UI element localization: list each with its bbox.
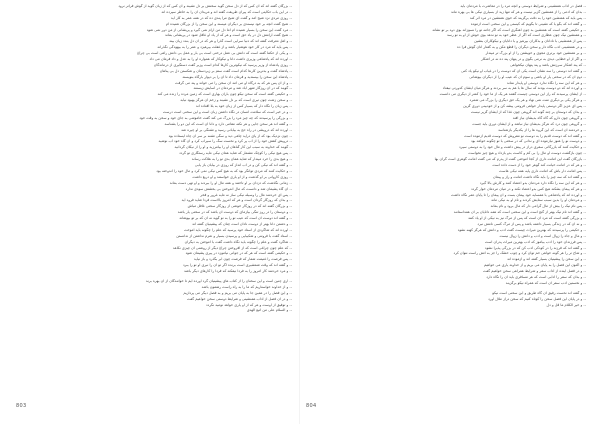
text-line: -- و هر که این سه را نگاه ندارد دوستی او پایدار نماند [506, 80, 586, 85]
text-line: -- و دوستان را در روز تنگی بیازمای که دوست آن باشد که در سختی یار باشد [177, 210, 292, 215]
text-line: -- شیخ گفت آنچه بر خود نپسندی بر دیگران مپسند و این سخن را از بزرگان شنیده ام [165, 21, 292, 26]
text-line: -- پس فرزندان خود را ادب بیاموز که ادب بهترین میراث پدران است [484, 239, 586, 244]
text-line: -- که پند آشکار سرزنش باشد و پند پنهان نیکخواهی [510, 62, 586, 67]
text-line: -- و گفته اند که دوست قدیم را به دوست نو مفروش که دوست قدیم آزموده است [464, 133, 586, 138]
text-line: -- پس از همنشینی با نادانان و بدکاران بپرهیز و با دانایان و نیکوکاران بنشین [474, 39, 586, 44]
text-line: -- و گروهی چون درد که هرگز بدیشان نیاز نباشد و از ایشان دوری باید جست [472, 121, 586, 126]
page-gutter [299, 0, 300, 424]
text-line: -- و حکایت کنند که مردی توانگر بود که به هیچ کس نیکی نمی کرد و مال خود را اندوخته بود [156, 168, 292, 173]
text-line: -- و خیر الکلام ما قل و دل [546, 302, 586, 307]
text-line: -- و هرگز یکی بر دیگری منت نمی نهاد و هر یک حق دیگری را بزرگ می شمرد [469, 98, 586, 103]
text-line: -- و هر که این سه را نگاه دارد مردمان بدو اعتماد کنند و کارش بالا گیرد [479, 180, 586, 185]
text-line: -- و اهل معرفت گفته اند که دنیا سرایی است گذرا و هر که در آن دل بندد زیان بیند [169, 39, 292, 44]
text-line: -- پس زبان را نگاه دار که بسیار کس از زبان خود به بلا افتاده اند [195, 104, 292, 109]
text-line: -- و بر همنشین خود برتری مجوی و خویشتن را از او بزرگ تر مپندار [485, 51, 586, 56]
text-line: -- و حکیمی گفته است که همنشین بد چون آهنگری است که اگر جامه تو را نسوزاند بوی دود بر تو نشاند [432, 27, 586, 32]
text-line: -- و اکنون این فصل را به پایان می بریم و از خداوند یاری می خواهیم [483, 263, 586, 268]
text-line: -- زمانی نگذشت که دزدان بر او تاختند و همه مال او را ببردند و او تهی دست بماند [169, 180, 292, 185]
text-line: -- و بزرگان گفته اند که در روزگار خوشی از روزگار سختی غافل مباش [187, 204, 292, 209]
text-line: -- و هیچ بدی را خرد مپندار که شاید همان بدی تو را به هلاکت رساند [191, 157, 292, 162]
text-line: -- در این باب حکایتی است که پیران طریقت گفته اند و مریدان آن را به خاطر سپرده اند [161, 9, 292, 14]
text-line: -- و آورده اند که پادشاهی با همسایه خود پیمان بست و آن پیمان را تا پایان عمر نگاه داشت [450, 192, 586, 197]
text-line: -- و از خداوند خواستاریم که ما را به راه راست رهنمون باشد [201, 284, 292, 289]
text-line: -- و دوست نو را هنوز نیازموده ای و ندانی که در سختی با تو چگونه خواهد بود [470, 139, 586, 144]
right-page [306, 4, 588, 396]
text-line: -- و شاخ تر را هر گونه خواهی خم توان کرد و چوب خشک را جز به آتش راست نتوان کرد [453, 251, 586, 256]
text-line: -- و یکی از حکما گفته است که دانش بی عمل درختی است بی بار و عمل بی دانش راهی است بی چراغ [137, 51, 292, 56]
text-line: -- و گفته اند نام نیک بهتر از گنج است و این سخنی است که همه دانایان بر آن همداستانند [453, 210, 586, 215]
text-line: -- و گفته اند هر سخن جایی و هر نکته مقامی دارد و دانا آن است که این دو را بشناسد [164, 121, 292, 126]
text-line: -- گویند که در آن روزگار شهر آباد شد و مردمان در آسایش زیستند [193, 86, 292, 91]
text-line: -- و نخستین ادب سفر آن است که همراه نیکو برگزیند [505, 280, 586, 285]
text-line: -- و از آن پس هر که به درگاه او می آمد آن سخن را می خواند و پند می گرفت [175, 80, 292, 85]
text-line: -- فصل در آداب همنشینی و شرایط دوستی و آنچه مرد را در معاشرت با مردمان باید [460, 4, 586, 8]
text-line: -- و این سخن را پیشینیان بسیار گفته اند و آزموده اند [507, 257, 586, 262]
text-line: -- و سخن زشت چون تیری است که بر دل نشیند و زخم آن هرگز بهبود نیابد [180, 98, 292, 103]
text-line: -- از ایشان پرسیدند که راز این دوستی چیست گفتند هر یک از ما خود را کمتر از دیگری می دانست [439, 92, 586, 97]
text-line: -- و بدان که روزگار گردان است و هر که امروز بالاست فردا شاید فرود آید [181, 198, 292, 203]
text-line: -- بدان که آدمی را از همنشین گزیر نیست و هر که تنها زید از بسیاری نیکی ها بی بهره ماند [450, 9, 586, 14]
text-line: -- و حکیمی گفته است که هر که در جوانی نیاموزد در پیری پشیمان شود [185, 251, 292, 256]
text-line: -- و بدان که سفر را آدابی است که هر مسافری باید آن را نگاه دارد [486, 274, 586, 279]
text-line: -- دوم آن که در سختی یار او باشی و سوم آن که عیب او را از دیگران بپوشانی [469, 74, 586, 79]
text-line: -- پس فرصت را غنیمت شمار که فرصت چون ابر بگذرد و باز نیاید [193, 257, 292, 262]
text-line: -- چون بازگشت دوست او مال را بی کم و کاست بدو بازداد و هیچ چیز نخواست [468, 151, 586, 156]
text-line: -- و نه آن که در زندگی بسیار داشته باشد و پس از مرگ کسی نامش نبرد [477, 221, 586, 226]
text-line: -- بازرگان گفت این امانت داری از کجا آموختی گفت از پدرم که می گفت امانت گوهری است گران بها [434, 157, 586, 162]
text-line: -- مرد گفت این سخن را بسیار شنیده ام اما دل من آرام نمی گیرد و پریشانی از من دور نمی شود [146, 27, 292, 32]
text-line: -- و بزرگی گفته است که مرد آن است که پس از مرگ نیز به نیکی از او یاد کنند [468, 216, 586, 221]
text-line: -- بزرگان گفته اند که آن کس که از دل سخن گوید سخنش بر دل نشیند و آن کس که از زبان گوید از گوش فراتر نرود [118, 4, 292, 8]
text-line: -- پس ای عزیز اگر دوستی پایدار خواهی فروتنی پیشه کن و از خودبینی دوری گزین [463, 104, 586, 109]
text-line: -- و گفته اند نخست رفیق آن گاه طریق و این سخنی است نیکو [492, 290, 586, 295]
text-line: -- و السلام علی من اتبع الهدی [246, 308, 292, 313]
left-page-number: 803 [16, 403, 27, 409]
text-line: -- و گفته اند دوستی را سه نشان است یکی آن که دوست را در غیاب او نیکو یاد کنی [461, 68, 586, 73]
text-line: -- و هر که پیمان بشکند هیچ کس بدو اعتماد نکند و در میان مردمان خوار گردد [470, 186, 586, 191]
text-line: -- و گفته اند که سه چیز را باید نگاه داشت امانت و راز و پیمان [493, 174, 586, 179]
text-line: -- پادشاه گفت و بدترین کارها کدام است گفت ستم بر زیردستان و شکستن دل بی پناهان [159, 68, 292, 73]
text-line: -- و خردمند آن است که این گروه ها را از یکدیگر بازشناسد [498, 127, 586, 132]
text-line: -- پادشاه این سخن را بپسندید و فرمان داد تا آن را بر دیوار بارگاه بنویسند [182, 74, 292, 79]
text-line: -- شاگرد گفت و علم را چگونه باید نگاه داشت گفت با آموختن به دیگران [184, 239, 292, 244]
text-line: -- و هر که در امانت خیانت کند گوهر خود را از دست داده است [492, 163, 586, 168]
text-line: -- و بدان که دوستان بر چند گونه اند گروهی چون غذا که از ایشان گزیر نیست [470, 110, 586, 115]
text-line: -- پس هیچ نیکی را کوچک مشمار که شاید همان نیکی مایه رستگاری تو گردد [179, 151, 292, 156]
text-line: -- پس ای خردمند مال را وسیله نیکی ساز نه مایه غرور و فخر [200, 192, 292, 197]
text-line: -- گویند که خداوند به سبب این کار گناهان او را بیامرزید و او را از نیکان گردانید [174, 145, 292, 150]
text-line: -- آورده اند که درویشی در راه حج به بیابانی رسید و تشنگی بر او چیره شد [181, 127, 292, 132]
text-line: -- پس باید که مرد در کار خود هوشیار باشد و از غفلت بپرهیزد و عمر را به بیهودگی نگذراند [157, 45, 292, 50]
text-line: -- و مرد خردمند کار امروز را به فردا نیفکند که فردا را کارهای دیگر باشد [184, 269, 292, 274]
text-line: -- آری چنین است و این سخنان را از کتاب های پیشینیان گرد آورده ایم تا خوانندگان از آن بهره برند [145, 278, 292, 283]
text-line: -- آورده اند که پادشاهی وزیری داشت دانا و نیکوکار که همواره او را به عدل و داد فرمان می داد [149, 57, 292, 62]
text-line: -- روزی پادشاه از وزیر پرسید که نیکوترین کارها کدام است وزیر گفت دستگیری از درماندگان [153, 62, 292, 67]
text-line: -- و حکایت کنند که بازرگانی سفری دراز در پیش داشت و مال خود را به دوستی سپرد [459, 145, 586, 150]
text-line: -- و مردمان او را بدین سبب ستایش کردند و نام او به نیکی ماند [491, 198, 586, 203]
text-line: -- استاد گفت با فروتنی و شکیبایی و پرسیدن بسیار و شرم نداشتن از ندانستن [176, 233, 292, 238]
text-line: -- و گفته اند که فرزند را در کودکی ادب کن که در بزرگی پذیرا نشود [484, 245, 586, 250]
text-line: -- و گفته اند که نیکی کن و در آب انداز که روزی در بیابان باز یابی [194, 163, 292, 168]
text-line: -- و همنشین نیک چون عطاری است که اگر از عطر خود به تو ندهد بوی خوش از او به تو رسد [447, 33, 586, 38]
text-line: -- پس باید که همنشین خود را به دقت برگزیند که خوی همنشین در مرد اثر کند [469, 15, 586, 20]
text-line: -- و در همنشینی ادب نگاه دار و سخن دیگران را قطع مکن و به گفتار آنان گوش فرا ده [456, 45, 586, 50]
text-line: -- و اگر از او خطایی دیدی به نرمی بگوی و در پنهان پند ده نه در آشکار [480, 57, 586, 62]
text-line: -- و دشمن دانا بهتر از دوست نادان است چنان که پیشینیان گفته اند [192, 221, 292, 226]
text-line: -- و توفیق از اوست و هر که از او یاری خواهد نومید نگردد [206, 302, 292, 307]
text-line: -- و در خبر است که سلامت انسان در نگاه داشتن زبان است و این سخنی است درست [162, 110, 292, 115]
text-line: -- و گفته اند که وقت شمشیری است برنده اگر تو آن را نبری او تو را ببرد [182, 263, 292, 268]
text-line: -- و آورده اند که دو دوست بودند که سال ها با هم به سر بردند و هرگز میان ایشان کدورتی نیفتاد [442, 86, 586, 91]
text-line: -- که علم چون چراغی است که از افروختن چراغ دیگر از روشنی آن چیزی نکاهد [172, 245, 292, 250]
text-line: -- و حکیمی را پرسیدند که بهترین میراث چیست گفت ادب و دانش که هرگز کهنه نشود [457, 227, 586, 232]
text-line: -- روزی کاروانی بر او گذشت و از او یاری خواستند و او دریغ داشت [192, 174, 292, 179]
text-line: -- و گفته اند دوست آن است که عیب تو را به تو گوید نه آن که بر تو بپوشاند [179, 216, 292, 221]
text-line: -- روزی مردی نزد شیخ آمد و گفت ای شیخ مرا پندی ده که در همه عمر به کار آید [170, 15, 292, 20]
text-line: -- و در پایان این فصل سخن را کوتاه کنیم که سخن دراز ملال آورد [488, 296, 586, 301]
text-line: -- و در آن فصل از آداب همنشینی و شرایط دوستی سخن خواهیم گفت [187, 296, 292, 301]
text-line: -- و گروهی چون دارو که گاه گاه بدیشان نیاز افتد [512, 115, 586, 120]
left-page [12, 4, 294, 396]
right-page-number: 804 [306, 403, 317, 409]
text-line: -- و حکیمی گفته است که سخن نیکو چون باران بهاری است که زمین مرده را زنده می کند [157, 92, 292, 97]
text-line: -- پس نام نیک را بیش از مال گرامی دار که مال برود و نام بماند [490, 204, 586, 209]
text-line: -- آن گاه پشیمان شد و دانست که مال اندوختن بی بخشش سودی ندارد [185, 186, 292, 191]
text-line: -- پس امانت دار باش که امانت داری پایه همه نیکی هاست [499, 168, 586, 173]
text-line: -- و بزرگی را پرسیدند که چه چیز مرد را بزرگ می کند گفت خاموشی به جای خود و سخن به وقت خود [139, 115, 292, 120]
text-line: -- و مال و جاه را زوال است و ادب و دانش را زوال نیست [499, 233, 586, 238]
text-line: -- و در فصل آینده از آداب سفر و شرایط همراهی سخن خواهیم گفت [482, 269, 586, 274]
text-line: -- آورده اند که شاگردی از استاد خود پرسید که علم را چگونه باید آموخت [183, 227, 292, 232]
text-line: -- چون نزدیک بود که از پای درآید چاهی دید و سگی تشنه بر سر آن چاه ایستاده بود [168, 133, 292, 138]
text-line: -- درویش کفش خود را از آب پر کرد و نخست سگ را سیراب کرد و آن گاه خود آب نوشید [158, 139, 292, 144]
text-line: -- و گفته اند که بگو با که نشینی تا بگویم که کیستی و این سخنی است آزموده [470, 21, 586, 26]
text-line: -- شیخ گفت آرامش دل در یاد حق است و هر که از یاد او غافل شود در پریشانی بماند [165, 33, 292, 38]
text-line: -- و این فصل را در همین جا به پایان می بریم و به فصل دیگر می پردازیم [183, 290, 292, 295]
